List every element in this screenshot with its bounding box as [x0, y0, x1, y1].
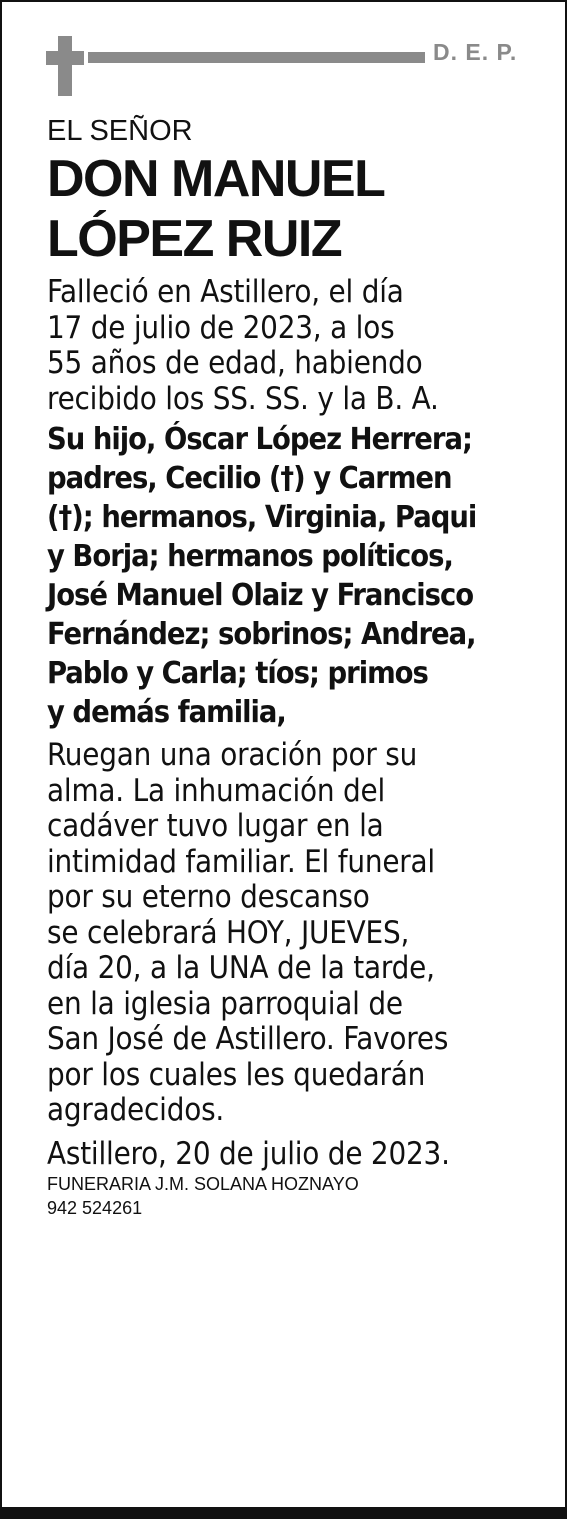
text-line: y Borja; hermanos políticos,	[47, 539, 453, 574]
death-details	[47, 275, 527, 417]
header-rule	[88, 52, 425, 63]
text-line: Su hijo, Óscar López Herrera;	[47, 422, 472, 457]
text-line: intimidad familiar. El funeral	[47, 843, 435, 880]
text-line: padres, Cecilio (†) y Carmen	[47, 461, 452, 496]
text-line: recibido los SS. SS. y la B. A.	[47, 380, 439, 417]
funeral-details	[47, 738, 527, 1129]
text-line: (†); hermanos, Virginia, Paqui	[47, 500, 477, 535]
text-line: en la iglesia parroquial de	[47, 985, 403, 1022]
bottom-rule	[0, 1507, 567, 1519]
text-line: día 20, a la UNA de la tarde,	[47, 950, 435, 986]
deceased-name	[47, 149, 527, 269]
cross-icon	[46, 36, 84, 96]
text-line: cadáver tuvo lugar en la	[47, 808, 384, 844]
text-line: Ruegan una oración por su	[47, 737, 418, 773]
text-line: por los cuales les quedarán	[47, 1056, 426, 1093]
name-line: DON MANUEL	[47, 150, 385, 208]
text-line: Falleció en Astillero, el día	[47, 274, 404, 310]
text-line: se celebrará HOY, JUEVES,	[47, 914, 410, 951]
name-line: LÓPEZ RUIZ	[47, 210, 342, 268]
text-line: por su eterno descanso	[47, 879, 370, 915]
family-list	[47, 420, 527, 732]
text-line: Pablo y Carla; tíos; primos	[47, 656, 428, 691]
text-line: San José de Astillero. Favores	[47, 1021, 449, 1057]
place-date: Astillero, 20 de julio de 2023.	[47, 1135, 450, 1172]
text-line: José Manuel Olaiz y Francisco	[47, 578, 474, 613]
text-line: Fernández; sobrinos; Andrea,	[47, 617, 476, 652]
funeral-home: FUNERARIA J.M. SOLANA HOZNAYO	[47, 1173, 359, 1194]
text-line: 55 años de edad, habiendo	[47, 345, 423, 381]
dep-label: D. E. P.	[433, 39, 518, 65]
phone-number: 942 524261	[47, 1197, 143, 1218]
text-line: agradecidos.	[47, 1092, 225, 1128]
notice-body	[47, 110, 527, 1220]
text-line: 17 de julio de 2023, a los	[47, 309, 395, 346]
text-line: y demás familia,	[47, 695, 286, 730]
text-line: alma. La inhumación del	[47, 772, 386, 809]
intro-text: EL SEÑOR	[47, 115, 193, 147]
